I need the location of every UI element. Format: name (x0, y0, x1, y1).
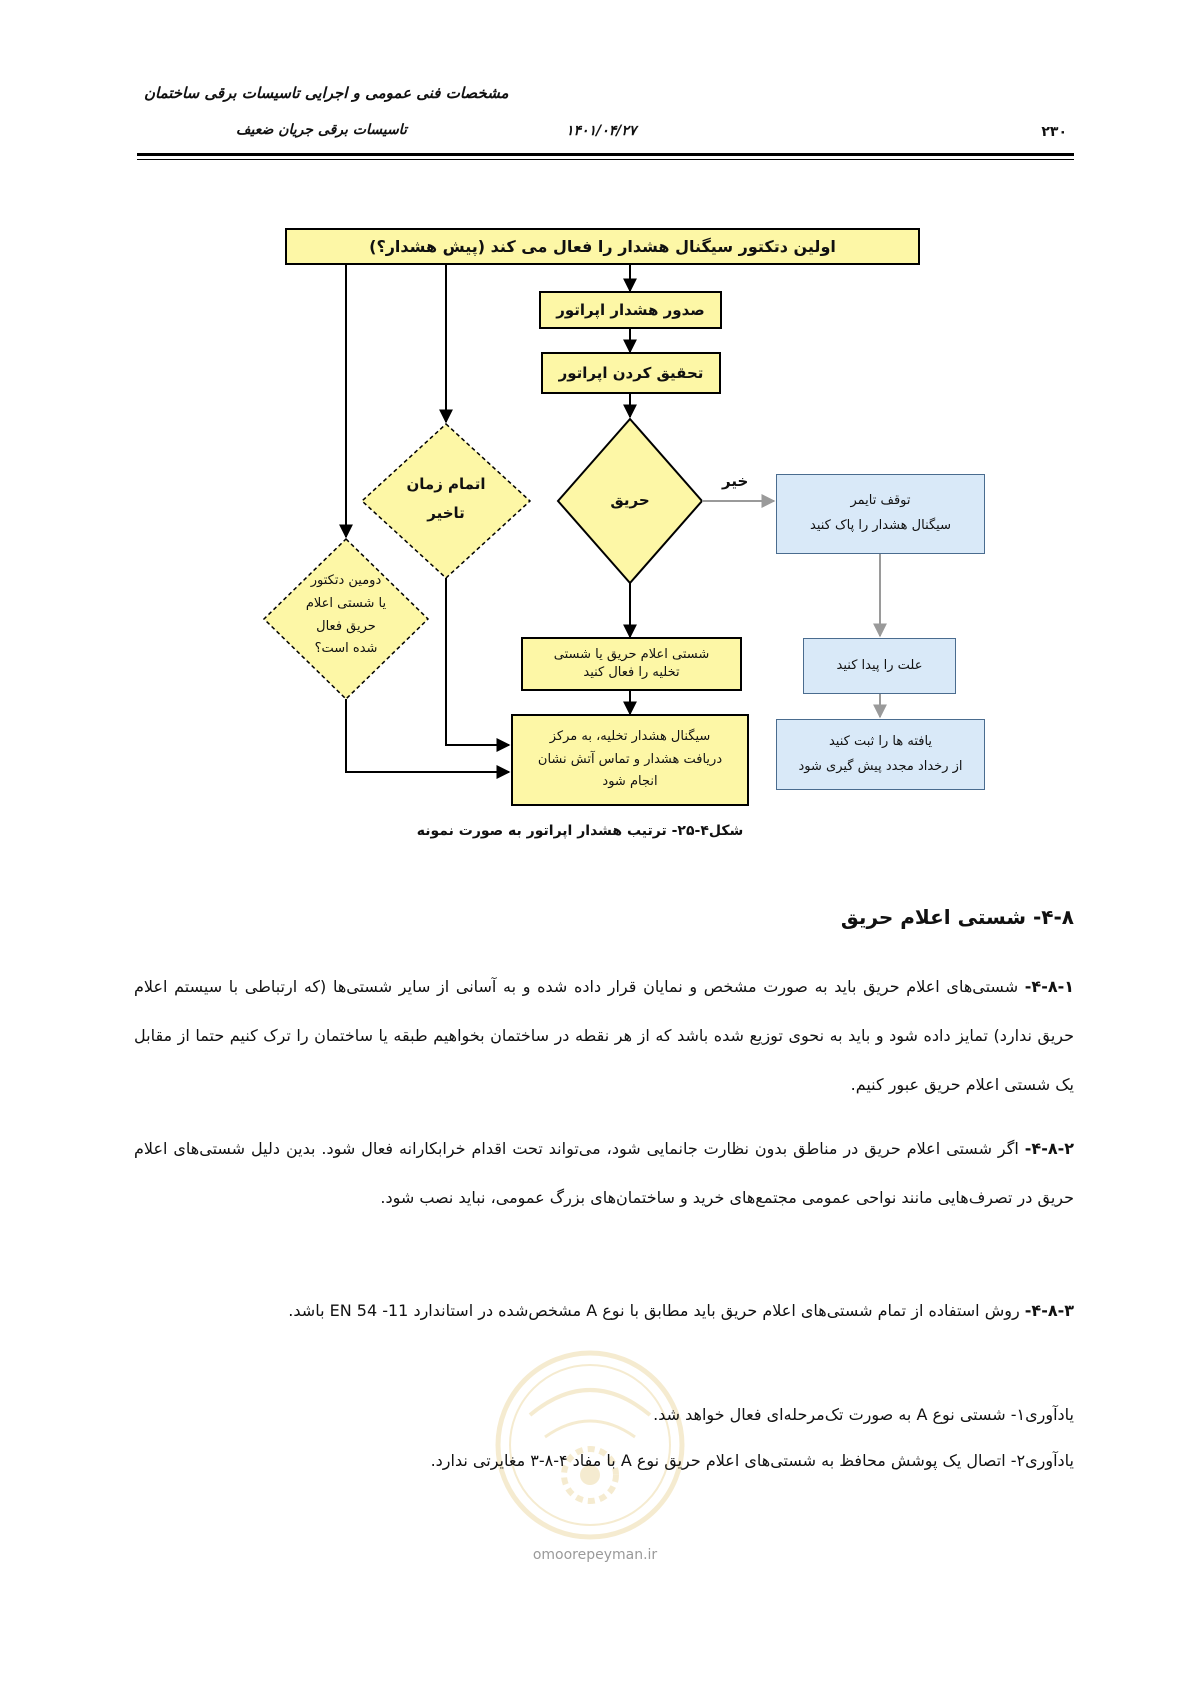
section-title-header: تاسیسات برقی جریان ضعیف (236, 122, 407, 138)
evacuation-line3: انجام شود (602, 774, 658, 790)
evacuation-line1: سیگنال هشدار تخلیه، به مرکز (549, 728, 711, 744)
activate-button-box (521, 637, 742, 691)
activate-button-line1: شستی اعلام حریق یا شستی (553, 647, 710, 663)
arrow-timeout-to-evacuation (446, 578, 509, 745)
paragraph-4-8-3 (134, 1286, 1074, 1335)
paragraph-text: اگر شستی اعلام حریق در مناطق بدون نظارت جانمایی شود، می‌تواند تحت اقدام خرابکارانه فعال شود. بدین دلیل شستی‌های اعلام حریق در تصرف‌هایی مانند نواحی عمومی مجتمع‌های خرید و ساختمان‌های بزرگ عمومی، نباید نصب شود. (134, 1139, 1074, 1207)
operator-investigate-label: تحقیق کردن اپراتور (558, 363, 704, 382)
paragraph-text: شستی‌های اعلام حریق باید به صورت مشخص و نمایان قرار داده شده و به آسانی از سایر شستی‌ها (که ارتباطی با سیستم اعلام حریق ندارد) تمایز داده شود و باید به نحوی توزیع شده باشد که از هر نقطه در ساختمان بخواهیم طبقه یا ساختمان را ترک کنیم حتما از مقابل یک شستی اعلام حریق عبور کنیم. (134, 977, 1074, 1094)
watermark-site: omoorepeyman.ir (532, 1547, 658, 1563)
record-findings-box (776, 719, 985, 790)
operator-alarm-label: صدور هشدار اپراتور (556, 300, 705, 319)
note-1: یادآوری۱- شستی نوع A به صورت تک‌مرحله‌ای فعال خواهد شد. (653, 1405, 1074, 1424)
timeout-line1: اتمام زمان (406, 475, 486, 493)
arrow-second-detector-to-evacuation (346, 699, 509, 772)
record-line1: یافته ها را ثبت کنید (828, 733, 933, 749)
second-detector-line2: یا شستی اعلام (305, 595, 387, 611)
watermark-seal (490, 1345, 690, 1545)
stop-timer-line2: سیگنال هشدار را پاک کنید (810, 518, 951, 533)
evacuation-line2: دریافت هشدار و تماس آتش نشان (537, 751, 723, 767)
operator-alarm-box (539, 291, 722, 329)
paragraph-4-8-1 (134, 962, 1074, 1109)
evacuation-box (511, 714, 749, 806)
paragraph-4-8-2 (134, 1124, 1074, 1222)
stop-timer-line1: توقف تایمر (850, 493, 911, 509)
paragraph-number: ۴-۸-۱- (1024, 977, 1074, 996)
timeout-line2: تاخیر (427, 503, 465, 522)
figure-caption: شکل۴-۲۵- ترتیب هشدار اپراتور به صورت نمونه (416, 823, 744, 839)
header-date: ۱۴۰۱/۰۴/۲۷ (566, 123, 637, 139)
section-heading: ۴-۸- شستی اعلام حریق (840, 905, 1074, 929)
timeout-label (396, 470, 496, 527)
second-detector-line4: شده است؟ (314, 641, 378, 657)
activate-button-line2: تخلیه را فعال کنید (583, 665, 680, 680)
second-detector-label (281, 570, 411, 661)
page-number: ۲۳۰ (1041, 124, 1067, 140)
find-cause-label: علت را پیدا کنید (836, 658, 923, 674)
operator-investigate-box (541, 352, 721, 394)
stop-timer-box (776, 474, 985, 554)
top-box-label: اولین دتکتور سیگنال هشدار را فعال می کند (پیش هشدار؟) (369, 236, 836, 256)
paragraph-number: ۴-۸-۲- (1024, 1139, 1074, 1158)
paragraph-text: روش استفاده از تمام شستی‌های اعلام حریق باید مطابق با نوع A مشخص‌شده در استاندارد EN 54 -11 باشد. (288, 1301, 1025, 1320)
book-title: مشخصات فنی عمومی و اجرایی تاسیسات برقی ساختمان (144, 84, 509, 102)
note-2: یادآوری۲- اتصال یک پوشش محافظ به شستی‌های اعلام حریق نوع A با مفاد ۴-۸-۳ مغایرتی ندارد. (430, 1451, 1074, 1470)
second-detector-line1: دومین دتکتور (310, 573, 382, 588)
fire-decision-label: حریق (610, 491, 650, 509)
no-branch-label: خیر (722, 472, 749, 490)
find-cause-box (803, 638, 956, 694)
paragraph-number: ۴-۸-۳- (1024, 1301, 1074, 1320)
record-line2: از رخداد مجدد پیش گیری شود (798, 758, 963, 774)
second-detector-line3: حریق فعال (316, 618, 376, 634)
top-box-first-detector (285, 228, 920, 265)
